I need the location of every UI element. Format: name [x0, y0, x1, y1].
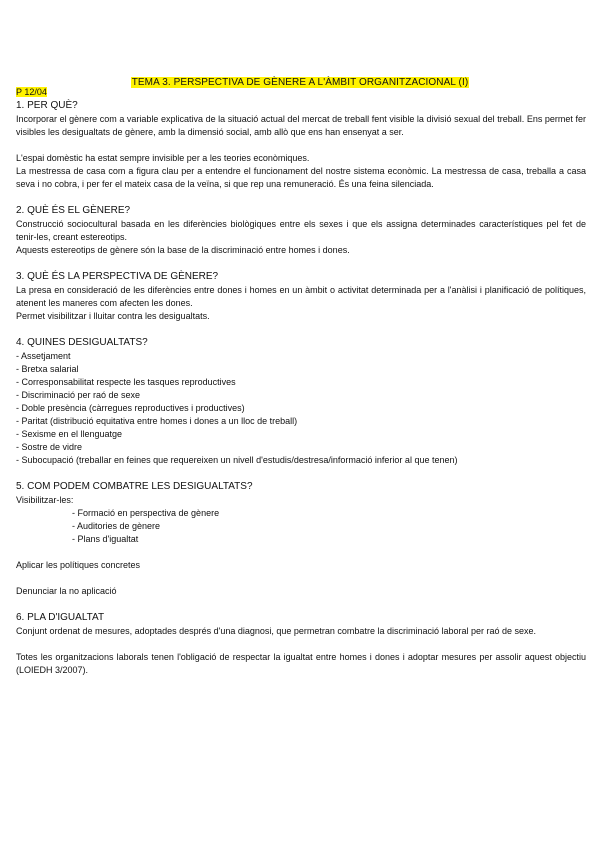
apply-policies-text: Aplicar les polítiques concretes: [16, 560, 141, 570]
measures-list: [16, 507, 586, 546]
section-4-heading: 4. QUINES DESIGUALTATS?: [16, 337, 148, 348]
section-2-paragraph-2: Aquests estereotips de gènere són la base de la discriminació entre homes i dones.: [16, 245, 350, 255]
denounce-text: Denunciar la no aplicació: [16, 586, 117, 596]
list-item: - Bretxa salarial: [16, 364, 79, 374]
list-item: - Discriminació per raó de sexe: [16, 390, 141, 400]
page-reference: P 12/04: [16, 87, 47, 97]
list-item: - Doble presència (càrregues reproductives i productives): [16, 403, 245, 413]
list-item: - Formació en perspectiva de gènere: [72, 508, 220, 518]
list-item: - Corresponsabilitat respecte les tasques reproductives: [16, 377, 236, 387]
section-1-paragraph-1: Incorporar el gènere com a variable explicativa de la situació actual del mercat de treball fent visible la divisió sexual del treball. Ens permet fer visibles les desigualtats de gènere, amb la dimensió social, amb allò que ens han ensenyat a ser.: [16, 114, 586, 137]
section-3-paragraph-2: Permet visibilitzar i lluitar contra les desigualtats.: [16, 311, 210, 321]
section-3-heading: 3. QUÈ ÉS LA PERSPECTIVA DE GÈNERE?: [16, 271, 219, 282]
list-item: - Sostre de vidre: [16, 442, 83, 452]
visibilize-intro: Visibilitzar-les:: [16, 495, 74, 505]
list-item: - Paritat (distribució equitativa entre homes i dones a un lloc de treball): [16, 416, 298, 426]
inequalities-list: [16, 350, 586, 467]
section-1-paragraph-3: La mestressa de casa com a figura clau per a entendre el funcionament del nostre sistema econòmic. La mestressa de casa, treballa a casa seva i no cobra, i per fer el mateix casa de la veïna, si que rep una remuneració. És una feina silenciada.: [16, 166, 586, 189]
list-item: - Auditories de gènere: [72, 521, 161, 531]
list-item: - Plans d'igualtat: [72, 534, 139, 544]
section-6-paragraph-1: Conjunt ordenat de mesures, adoptades després d'una diagnosi, que permetran combatre la discriminació laboral per raó de sexe.: [16, 626, 537, 636]
section-2-heading: 2. QUÈ ÉS EL GÈNERE?: [16, 205, 131, 216]
list-item: - Assetjament: [16, 351, 71, 361]
section-3-paragraph-1: La presa en consideració de les diferències entre dones i homes en un àmbit o activitat determinada per a l'anàlisi i planificació de polítiques, atenent les maneres com afecten les dones.: [16, 285, 586, 308]
section-6-paragraph-2: Totes les organitzacions laborals tenen l'obligació de respectar la igualtat entre homes i dones i adoptar mesures per assolir aquest objectiu (LOIEDH 3/2007).: [16, 652, 586, 675]
section-6-heading: 6. PLA D'IGUALTAT: [16, 612, 105, 623]
document-body: [16, 86, 586, 677]
section-1-heading: 1. PER QUÈ?: [16, 100, 78, 111]
section-5-heading: 5. COM PODEM COMBATRE LES DESIGUALTATS?: [16, 481, 253, 492]
section-1-paragraph-2: L'espai domèstic ha estat sempre invisible per a les teories econòmiques.: [16, 153, 310, 163]
section-2-paragraph-1: Construcció sociocultural basada en les diferències biològiques entre els sexes i que els assigna determinades característiques pel fet de tenir-les, creant estereotips.: [16, 219, 586, 242]
list-item: - Sexisme en el llenguatge: [16, 429, 123, 439]
list-item: - Subocupació (treballar en feines que requereixen un nivell d'estudis/destresa/informació inferior al que tenen): [16, 455, 458, 465]
document-title: TEMA 3. PERSPECTIVA DE GÈNERE A L'ÀMBIT ORGANITZACIONAL (I): [131, 77, 469, 88]
